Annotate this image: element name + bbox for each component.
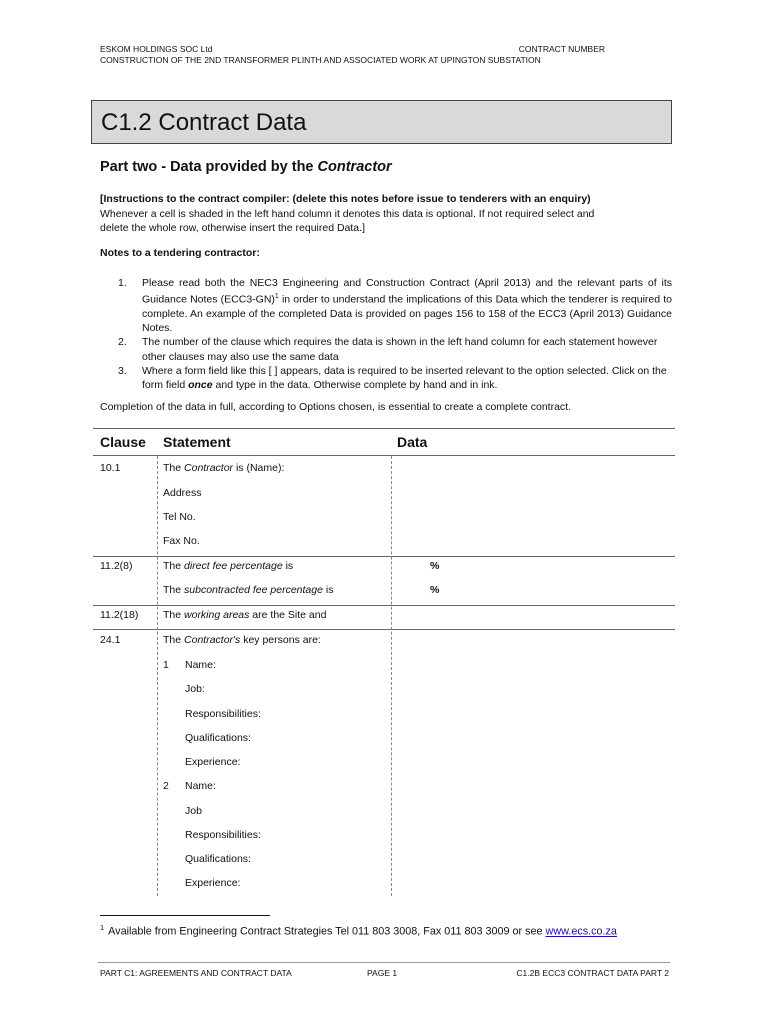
page-header <box>100 44 605 66</box>
key-person-number: 2 <box>163 780 169 792</box>
key-person-responsibilities-label: Responsibilities: <box>185 829 261 841</box>
row-divider <box>93 605 675 606</box>
key-person-experience-label: Experience: <box>185 756 241 768</box>
key-person-job-label: Job: <box>185 683 205 695</box>
clause-24-1: 24.1 <box>100 634 121 646</box>
section-title-box <box>91 100 672 144</box>
footer-part: PART C1: AGREEMENTS AND CONTRACT DATA <box>100 968 292 978</box>
footnote: $^1$ Available from Engineering Contract Strategies Tel 011 803 3008, Fax 011 803 3009 or see www.ecs.co.za <box>100 923 617 938</box>
contract-number-label: CONTRACT NUMBER <box>518 44 605 54</box>
notes-list <box>100 276 672 392</box>
company-name: ESKOM HOLDINGS SOC Ltd <box>100 44 213 54</box>
statement-working-areas: The working areas are the Site and <box>163 609 327 621</box>
ecs-website-link[interactable]: www.ecs.co.za <box>545 925 617 938</box>
key-person-job-label: Job <box>185 805 202 817</box>
contract-data-table <box>93 428 675 898</box>
clause-11-2-8: 11.2(8) <box>100 560 133 572</box>
instructions-heading: [Instructions to the contract compiler: (delete this notes before issue to tenderers with an enquiry) <box>100 193 591 205</box>
row-divider <box>93 556 675 557</box>
list-item: 3. Where a form field like this [ ] appears, data is required to be inserted relevant to the option selected. Click on the form field once and type in the data. Otherwise complete by hand and in ink. <box>118 364 667 391</box>
footer-page-number: PAGE 1 <box>367 968 398 978</box>
header-data: Data <box>397 434 428 450</box>
key-person-name-label: Name: <box>185 780 216 792</box>
part-title-emphasis: Contractor <box>317 159 392 175</box>
header-clause: Clause <box>100 434 146 450</box>
statement-tel: Tel No. <box>163 511 196 523</box>
list-item: 2. The number of the clause which requires the data is shown in the left hand column for each statement however other clauses may also use the same data <box>118 336 658 363</box>
statement-subcontracted-fee: The subcontracted fee percentage is <box>163 584 334 596</box>
subcontracted-fee-percent-sign: % <box>430 584 440 596</box>
statement-contractor-name: The Contractor is (Name): <box>163 462 285 474</box>
completion-note: Completion of the data in full, according to Options chosen, is essential to create a complete contract. <box>100 401 572 413</box>
section-title: C1.2 Contract Data <box>101 109 307 136</box>
header-statement: Statement <box>163 434 231 450</box>
statement-address: Address <box>163 487 202 499</box>
column-divider <box>391 456 392 896</box>
project-title: CONSTRUCTION OF THE 2ND TRANSFORMER PLINTH AND ASSOCIATED WORK AT UPINGTON SUBSTATION <box>100 55 541 65</box>
key-person-name-label: Name: <box>185 659 216 671</box>
key-person-qualifications-label: Qualifications: <box>185 732 251 744</box>
key-person-experience-label: Experience: <box>185 877 241 889</box>
statement-direct-fee: The direct fee percentage is <box>163 560 294 572</box>
notes-heading: Notes to a tendering contractor: <box>100 247 260 259</box>
list-item: 1. Please read both the NEC3 Engineering and Construction Contract (April 2013) and the relevant parts of its Guidance Notes $(ECC3-GN)^1$ in order to understand the implications of this Data which the tenderer is required to complete. An example of the completed Data is provided on pages 156 to 158 of the ECC3 (April 2013) Guidance Notes. <box>118 277 672 335</box>
compiler-instructions: [Instructions to the contract compiler: (delete this notes before issue to tenderers with an enquiry) Whenever a cell is shaded in the left hand column it denotes this data is optional. If not required select and delete the whole row, otherwise insert the required Data.] <box>100 192 672 236</box>
row-divider <box>93 629 675 630</box>
part-title: Part two - Data provided by the Contractor <box>100 159 392 175</box>
table-header-rule <box>93 455 675 456</box>
statement-fax: Fax No. <box>163 535 200 547</box>
footer-document-code: C1.2B ECC3 CONTRACT DATA PART 2 <box>516 968 669 978</box>
direct-fee-percent-sign: % <box>430 560 440 572</box>
footnote-separator <box>100 915 270 916</box>
statement-key-persons: The Contractor's key persons are: <box>163 634 321 646</box>
column-divider <box>157 456 158 896</box>
table-top-rule <box>93 428 675 429</box>
clause-10-1: 10.1 <box>100 462 121 474</box>
key-person-number: 1 <box>163 659 169 671</box>
key-person-qualifications-label: Qualifications: <box>185 853 251 865</box>
footer-rule <box>98 962 670 963</box>
key-person-responsibilities-label: Responsibilities: <box>185 708 261 720</box>
clause-11-2-18: 11.2(18) <box>100 609 139 621</box>
